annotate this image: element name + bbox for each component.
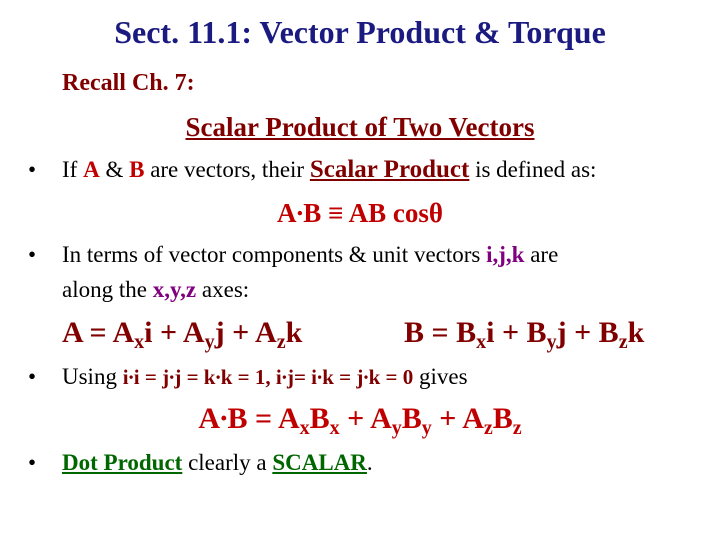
text: If	[62, 157, 84, 182]
bullet-mark: •	[28, 157, 37, 182]
subscript: x	[476, 331, 487, 353]
eq-part: k	[627, 316, 645, 349]
bullet-using	[28, 364, 468, 390]
subscript: y	[546, 331, 557, 353]
bullet-mark: •	[28, 450, 37, 475]
text: along the	[62, 277, 153, 302]
subscript: y	[391, 417, 402, 439]
term-dot-product: Dot Product	[62, 450, 183, 475]
subscript: x	[134, 331, 145, 353]
recall-label: Recall Ch. 7:	[62, 70, 195, 96]
eq-part: B	[492, 402, 513, 435]
term-scalar-product: Scalar Product	[309, 156, 470, 183]
subscript: x	[299, 417, 310, 439]
subheading: Scalar Product of Two Vectors	[185, 112, 535, 142]
text: Using	[62, 364, 123, 389]
subscript: x	[329, 417, 340, 439]
term-scalar: SCALAR	[272, 450, 367, 475]
text: axes:	[196, 277, 250, 302]
eq-part: A∙B = A	[198, 402, 300, 435]
text: is defined as:	[469, 157, 597, 182]
text: In terms of vector components & unit vectors	[62, 242, 487, 267]
eq-part: j + B	[556, 316, 619, 349]
eq-part: + A	[431, 402, 484, 435]
vector-b: B	[129, 157, 145, 182]
bullet-conclusion	[28, 450, 373, 476]
scalar-product-equation: A∙B ≡ AB cosθ	[277, 198, 443, 228]
vector-a: A	[83, 157, 100, 182]
eq-part: B = B	[404, 316, 477, 349]
subscript: z	[483, 417, 493, 439]
eq-part: i + B	[486, 316, 547, 349]
slide-title: Sect. 11.1: Vector Product & Torque	[114, 14, 606, 50]
equation-vector-b	[404, 316, 645, 353]
subscript: z	[512, 417, 522, 439]
text: .	[366, 450, 373, 475]
bullet-definition	[28, 156, 596, 184]
subscript: y	[204, 331, 215, 353]
eq-part: i + A	[144, 316, 205, 349]
eq-part: + A	[339, 402, 392, 435]
eq-part: B	[309, 402, 330, 435]
text: clearly a	[182, 450, 273, 475]
axes: x,y,z	[152, 277, 197, 302]
text: are vectors, their	[144, 157, 310, 182]
text: &	[99, 157, 130, 182]
subscript: y	[421, 417, 432, 439]
eq-part: A = A	[62, 316, 135, 349]
dot-product-components-equation	[0, 402, 720, 439]
subscript: z	[618, 331, 628, 353]
equation-vector-a	[62, 316, 303, 353]
text: gives	[413, 364, 468, 389]
orthonormal-relations: i∙i = j∙j = k∙k = 1, i∙j= i∙k = j∙k = 0	[122, 365, 414, 389]
eq-part: j + A	[214, 316, 277, 349]
bullet-components	[28, 242, 558, 268]
eq-part: k	[285, 316, 303, 349]
bullet-mark: •	[28, 364, 37, 389]
text: are	[524, 242, 559, 267]
bullet-mark: •	[28, 242, 37, 267]
unit-vectors: i,j,k	[486, 242, 525, 267]
bullet-components-line2	[62, 277, 249, 303]
eq-part: B	[401, 402, 422, 435]
subscript: z	[276, 331, 286, 353]
